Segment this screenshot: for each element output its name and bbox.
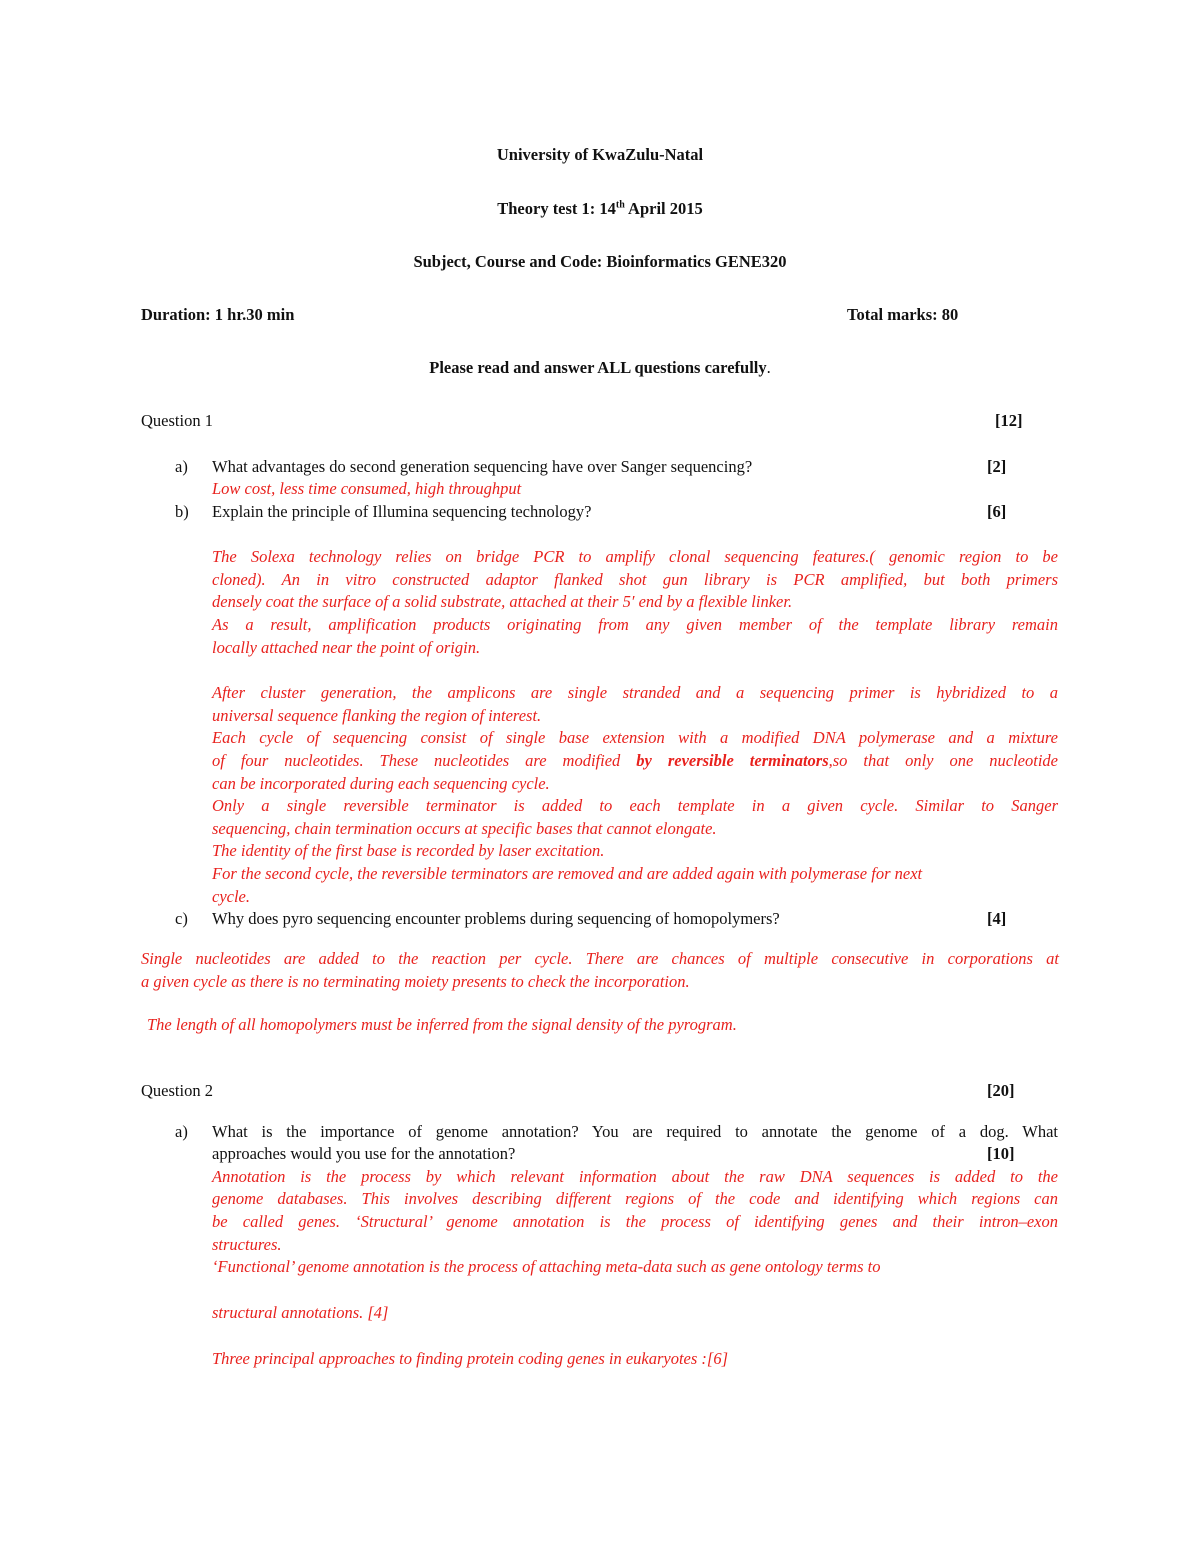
q1b-marks: [6]: [987, 502, 1007, 521]
q1a-text: What advantages do second generation sequencing have over Sanger sequencing?: [212, 457, 753, 476]
test-title-prefix: Theory test 1: 14: [497, 199, 616, 218]
q1a-answer: Low cost, less time consumed, high throughput: [212, 479, 522, 498]
q1b-answer-line: Each cycle of sequencing consist of single base extension with a modified DNA polymerase and a mixture: [212, 728, 1058, 747]
q2a-answer-line: structures.: [212, 1235, 282, 1254]
subject-line: Subject, Course and Code: Bioinformatics GENE320: [413, 252, 787, 271]
instruction-period: .: [766, 358, 771, 377]
q1c-label: c): [175, 909, 188, 928]
q1b-label: b): [175, 502, 189, 521]
question-2-title: Question 2: [141, 1081, 213, 1100]
q1b-answer-line: As a result, amplification products originating from any given member of the template library remain: [212, 615, 1058, 634]
q1c-answer-line: Single nucleotides are added to the reaction per cycle. There are chances of multiple consecutive in corporations at: [141, 949, 1059, 968]
question-1-marks: [12]: [995, 411, 1023, 430]
q1b-answer-emphasis: by reversible terminators: [636, 751, 829, 770]
q1a-label: a): [175, 457, 188, 476]
question-1-title: Question 1: [141, 411, 213, 430]
q2a-answer-line: structural annotations. [4]: [212, 1303, 389, 1322]
q1b-answer-line: can be incorporated during each sequencing cycle.: [212, 774, 550, 793]
q1b-answer-line: universal sequence flanking the region of interest.: [212, 706, 542, 725]
duration: Duration: 1 hr.30 min: [141, 305, 295, 324]
q2a-answer-line: ‘Functional’ genome annotation is the process of attaching meta-data such as gene ontology terms to: [212, 1257, 881, 1276]
q2a-answer-line: Annotation is the process by which relevant information about the raw DNA sequences is added to the: [212, 1167, 1058, 1186]
q1b-answer-line: cloned). An in vitro constructed adaptor flanked shot gun library is PCR amplified, but both primers: [212, 570, 1058, 589]
q2a-answer-line: genome databases. This involves describing different regions of the code and identifying which regions can: [212, 1189, 1058, 1208]
q1b-text: Explain the principle of Illumina sequencing technology?: [212, 502, 592, 521]
test-title-suffix: April 2015: [624, 199, 703, 218]
q1c-text: Why does pyro sequencing encounter problems during sequencing of homopolymers?: [212, 909, 780, 928]
q1b-answer-line-mixed: [212, 750, 1058, 772]
q1b-answer-line: The identity of the first base is recorded by laser excitation.: [212, 841, 605, 860]
q1b-answer-line: cycle.: [212, 887, 251, 906]
instruction: [0, 357, 1200, 379]
q1b-answer-line: The Solexa technology relies on bridge PCR to amplify clonal sequencing features.( genomic region to be: [212, 547, 1058, 566]
q1c-marks: [4]: [987, 909, 1007, 928]
university-title: University of KwaZulu-Natal: [496, 145, 704, 164]
q1b-answer-line: After cluster generation, the amplicons are single stranded and a sequencing primer is hybridized to a: [212, 683, 1058, 702]
q1b-answer-segment: ,so that only one nucleotide: [828, 751, 1058, 770]
q1b-answer-line: Only a single reversible terminator is added to each template in a given cycle. Similar to Sanger: [212, 796, 1058, 815]
q1b-answer-line: sequencing, chain termination occurs at specific bases that cannot elongate.: [212, 819, 717, 838]
test-title: [0, 198, 1200, 220]
test-title-sup: th: [615, 199, 625, 211]
question-2-marks: [20]: [987, 1081, 1015, 1100]
q1b-answer-segment: of four nucleotides. These nucleotides are modified: [212, 751, 637, 770]
q2a-label: a): [175, 1122, 188, 1141]
q1c-answer-line: The length of all homopolymers must be inferred from the signal density of the pyrogram.: [147, 1015, 737, 1034]
q1b-answer-line: For the second cycle, the reversible terminators are removed and are added again with polymerase for next: [212, 864, 923, 883]
q2a-answer-line: Three principal approaches to finding protein coding genes in eukaryotes :[6]: [212, 1349, 729, 1368]
instruction-text: Please read and answer ALL questions carefully: [429, 358, 767, 377]
q1b-answer-line: densely coat the surface of a solid substrate, attached at their 5′ end by a flexible linker.: [212, 592, 793, 611]
q1b-answer-line: locally attached near the point of origin.: [212, 638, 481, 657]
q2a-text-line-1: What is the importance of genome annotation? You are required to annotate the genome of a dog. What: [212, 1122, 1058, 1141]
total-marks: Total marks: 80: [847, 305, 959, 324]
q2a-marks: [10]: [987, 1144, 1015, 1163]
q2a-text-line-2: approaches would you use for the annotation?: [212, 1144, 516, 1163]
q2a-answer-line: be called genes. ‘Structural’ genome annotation is the process of identifying genes and their intron–exon: [212, 1212, 1058, 1231]
q1c-answer-line: a given cycle as there is no terminating moiety presents to check the incorporation.: [141, 972, 690, 991]
q1a-marks: [2]: [987, 457, 1007, 476]
